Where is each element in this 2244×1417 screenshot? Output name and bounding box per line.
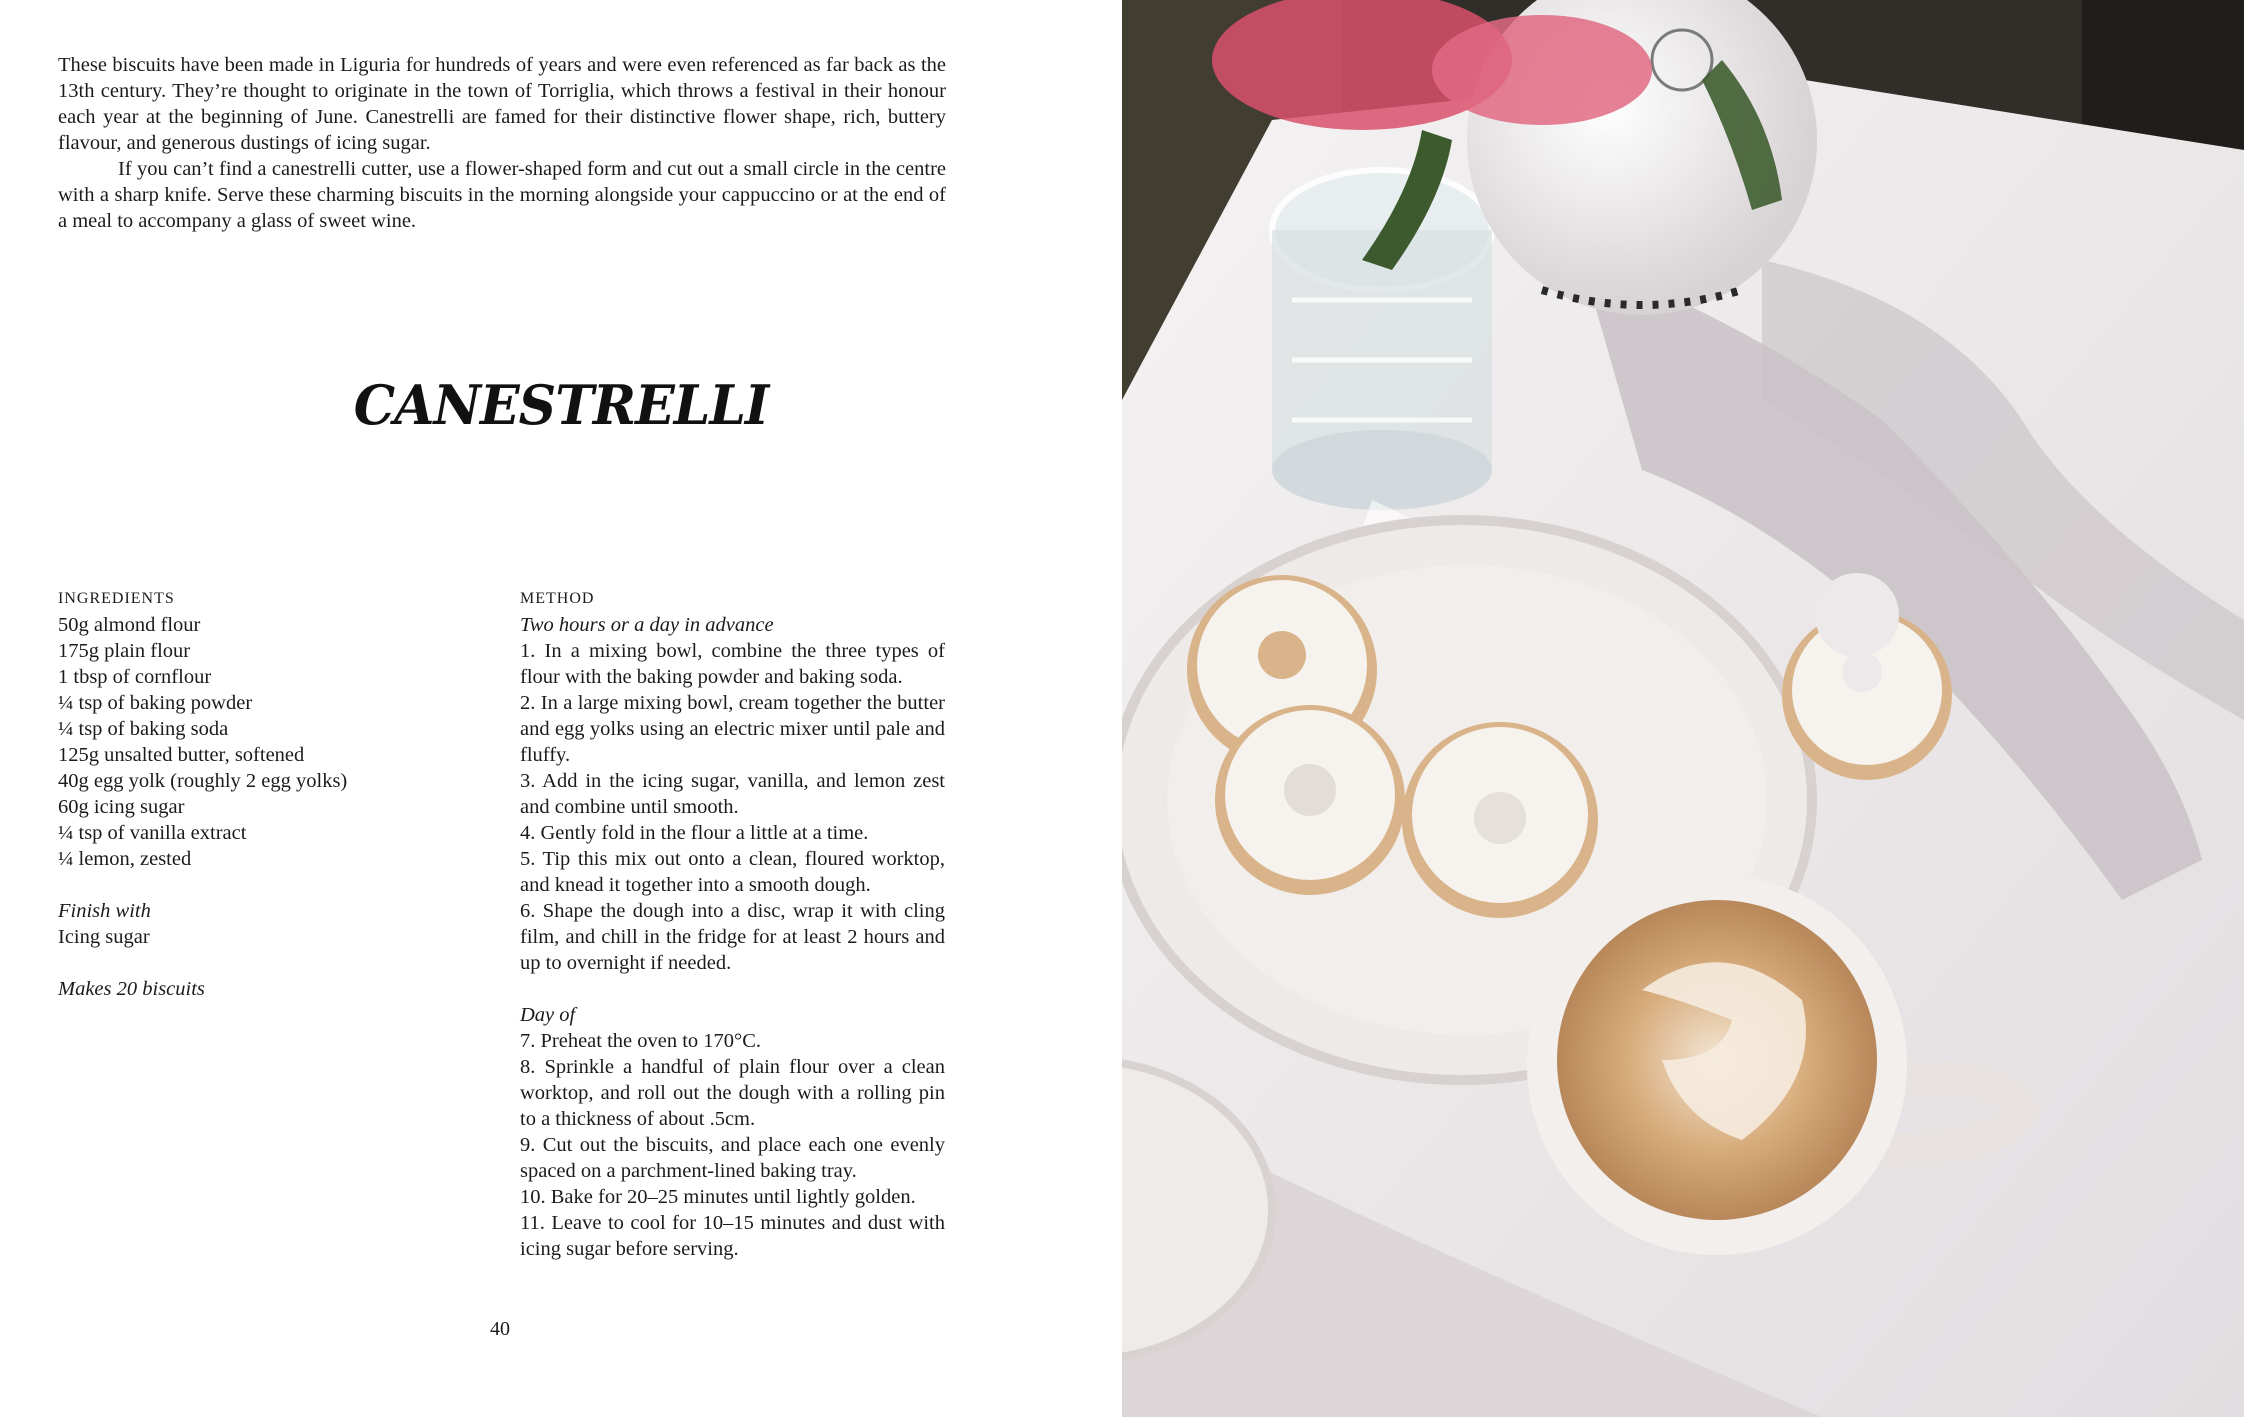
method-step: 4. Gently fold in the flour a little at a time. (520, 822, 869, 844)
ingredient-item: 50g almond flour (58, 614, 201, 636)
method-step: 6. Shape the dough into a disc, wrap it with cling film, and chill in the fridge for at least 2 hours and up to overnight if needed. (520, 900, 945, 974)
ingredient-item: 40g egg yolk (roughly 2 egg yolks) (58, 770, 348, 792)
spacer (58, 950, 488, 976)
intro-paragraph-2: If you can’t find a canestrelli cutter, use a flower-shaped form and cut out a small circle in the centre with a sharp knife. Serve these charming biscuits in the morning alongside your cappuccino or at the end of a meal to accompany a glass of sweet wine. (58, 158, 946, 232)
method-step: 2. In a large mixing bowl, cream together the butter and egg yolks using an electric mixer until pale and fluffy. (520, 692, 945, 766)
method-section-advance-heading: Two hours or a day in advance (520, 614, 774, 636)
finish-item: Icing sugar (58, 926, 150, 948)
ingredients-heading: INGREDIENTS (58, 590, 175, 607)
method-step: 5. Tip this mix out onto a clean, floured worktop, and knead it together into a smooth dough. (520, 848, 945, 896)
bite-mark (1815, 573, 1899, 657)
method-step: 7. Preheat the oven to 170°C. (520, 1030, 762, 1052)
ingredients-list (58, 612, 488, 872)
ingredient-item: ¼ tsp of baking soda (58, 718, 229, 740)
method-step: 8. Sprinkle a handful of plain flour over a clean worktop, and roll out the dough with a rolling pin to a thickness of about .5cm. (520, 1056, 945, 1130)
intro-text (58, 52, 946, 234)
ingredient-item: 1 tbsp of cornflour (58, 666, 212, 688)
biscuit (1215, 705, 1405, 895)
method-step: 1. In a mixing bowl, combine the three types of flour with the baking powder and baking soda. (520, 640, 945, 688)
method-heading: METHOD (520, 590, 595, 607)
method-column (520, 586, 945, 1262)
spacer (58, 872, 488, 898)
biscuit (1402, 722, 1598, 918)
method-step: 3. Add in the icing sugar, vanilla, and lemon zest and combine until smooth. (520, 770, 945, 818)
method-steps-day (520, 1028, 945, 1262)
glass-base (1272, 430, 1492, 510)
method-step: 9. Cut out the biscuits, and place each one evenly spaced on a parchment-lined baking tray. (520, 1134, 945, 1182)
page-number: 40 (490, 1318, 510, 1340)
ingredient-item: ¼ tsp of vanilla extract (58, 822, 247, 844)
recipe-yield: Makes 20 biscuits (58, 978, 205, 1000)
recipe-photo (1122, 0, 2244, 1417)
method-step: 11. Leave to cool for 10–15 minutes and dust with icing sugar before serving. (520, 1212, 945, 1260)
flower-petals-right (1432, 15, 1652, 125)
biscuit-hole (1842, 652, 1882, 692)
method-section-day-heading: Day of (520, 1004, 576, 1026)
photo-illustration (1122, 0, 2244, 1417)
biscuit-hole (1474, 792, 1526, 844)
biscuit-hole (1284, 764, 1336, 816)
ingredients-column (58, 586, 488, 1002)
spacer (520, 976, 945, 1002)
ingredient-item: 175g plain flour (58, 640, 191, 662)
method-steps-advance (520, 638, 945, 976)
biscuit-hole (1258, 631, 1306, 679)
ingredient-item: ¼ lemon, zested (58, 848, 192, 870)
ingredient-item: 60g icing sugar (58, 796, 185, 818)
ingredient-item: ¼ tsp of baking powder (58, 692, 253, 714)
recipe-title: CANESTRELLI (353, 373, 769, 438)
method-step: 10. Bake for 20–25 minutes until lightly golden. (520, 1186, 916, 1208)
intro-paragraph-1: These biscuits have been made in Liguria for hundreds of years and were even referenced as far back as the 13th century. They’re thought to originate in the town of Torriglia, which throws a festival in their honour each year at the beginning of June. Canestrelli are famed for their distinctive flower shape, rich, buttery flavour, and generous dustings of icing sugar. (58, 54, 946, 154)
finish-heading: Finish with (58, 900, 151, 922)
finish-list (58, 924, 488, 950)
ingredient-item: 125g unsalted butter, softened (58, 744, 305, 766)
